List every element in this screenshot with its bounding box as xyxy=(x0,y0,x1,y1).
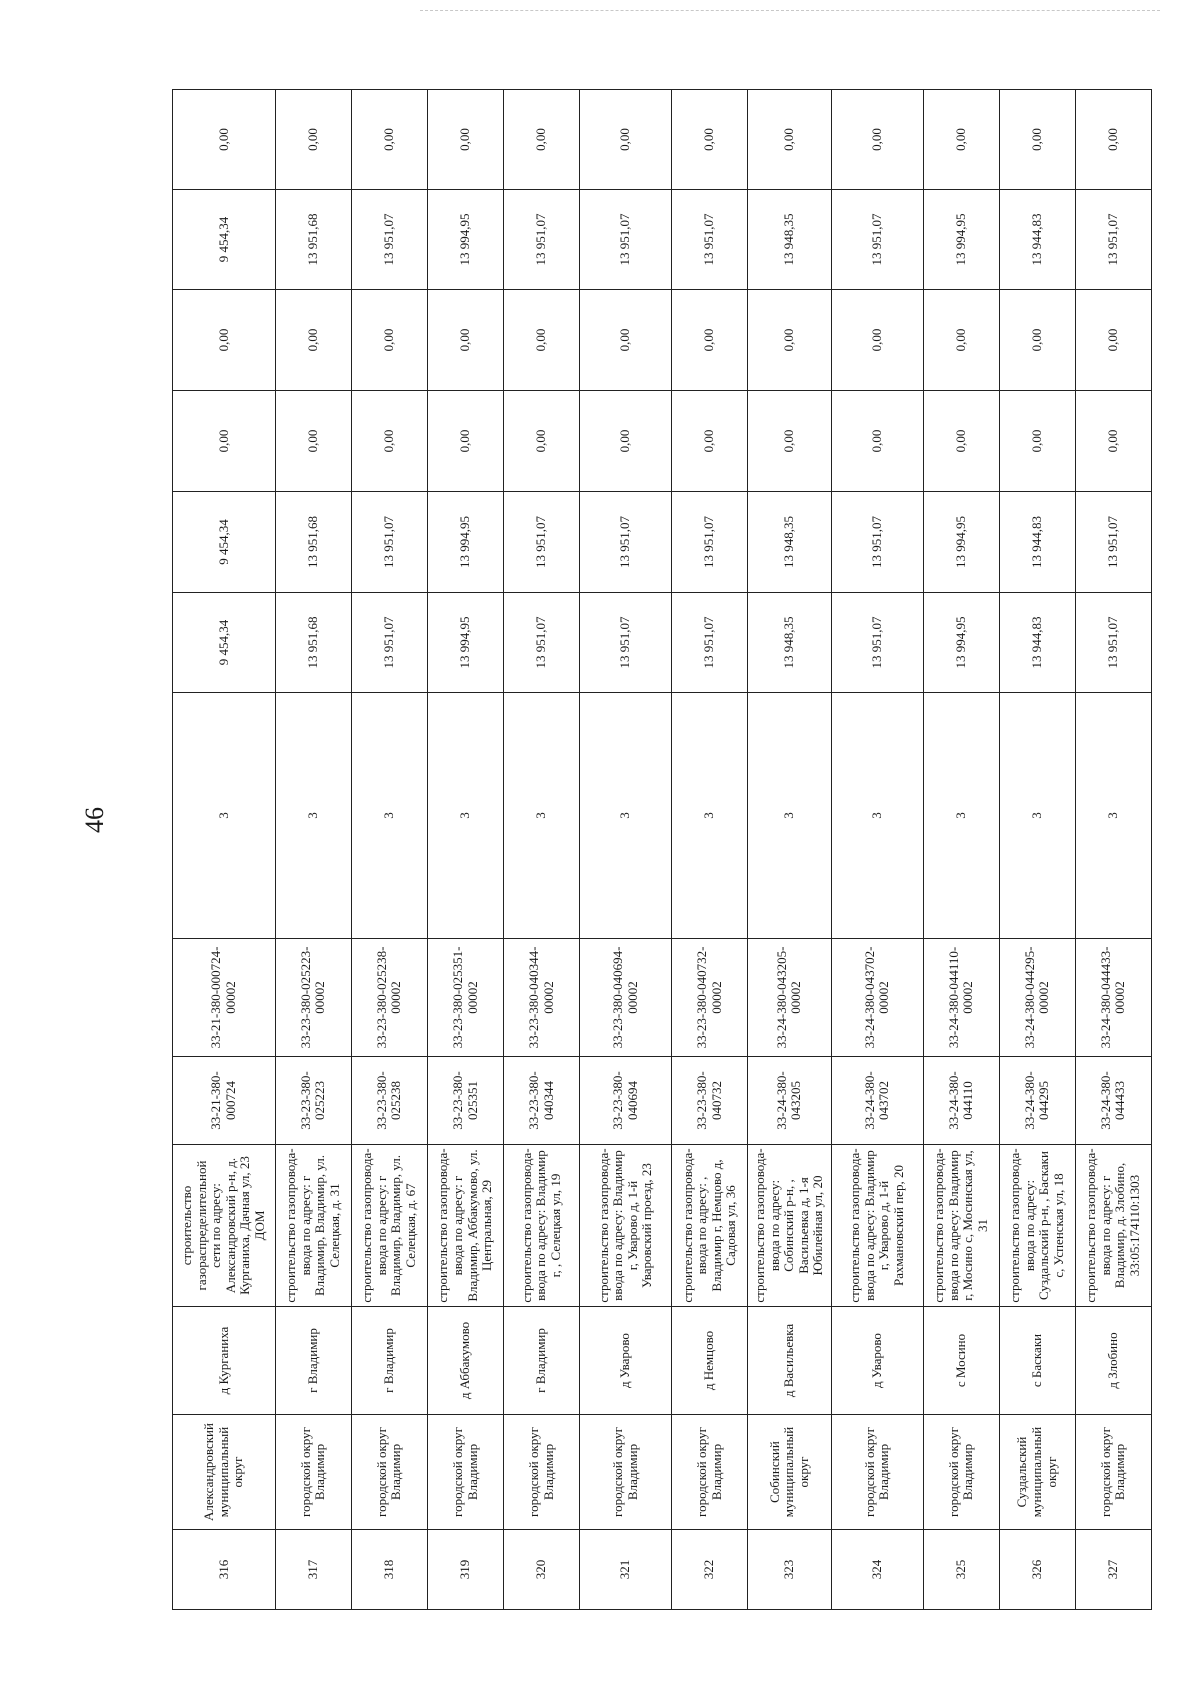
order-number-cell: 33-23-380-040344-00002 xyxy=(504,939,580,1057)
locality-cell: д Васильевка xyxy=(748,1307,831,1415)
contract-number-cell: 33-23-380-025238 xyxy=(351,1057,427,1145)
contract-number-cell: 33-24-380-043205 xyxy=(748,1057,831,1145)
district-cell: Александровский муниципальный округ xyxy=(173,1415,276,1530)
amount-col5-cell: 13 951,07 xyxy=(580,190,672,290)
amount-col6-cell: 0,00 xyxy=(923,90,999,190)
work-description-cell: строительство газопровода-ввода по адресу: г Владимир, Владимир, ул. Селецкая, д. 67 xyxy=(351,1145,427,1307)
work-description-cell: строительство газопровода-ввода по адресу: Суздальский р-н, , Баскаки с, Успенская ул, 18 xyxy=(999,1145,1075,1307)
district-cell: городской округ Владимир xyxy=(427,1415,503,1530)
table-row xyxy=(275,90,351,1610)
amount-planned-cell: 13 951,07 xyxy=(672,492,748,593)
amount-col3-cell: 0,00 xyxy=(999,391,1075,492)
contract-number-cell: 33-23-380-040694 xyxy=(580,1057,672,1145)
amount-col4-cell: 0,00 xyxy=(504,290,580,391)
contract-number-cell: 33-21-380-000724 xyxy=(173,1057,276,1145)
work-description-cell: строительство газопровода-ввода по адресу: Владимир г, Уварово д, 1-й Рахмановский пер, 20 xyxy=(831,1145,923,1307)
work-description-cell: строительство газораспределительной сети по адресу: Александровский р-н, д. Курганиха, Дачная ул, 23 ДОМ xyxy=(173,1145,276,1307)
order-number-cell: 33-21-380-000724-00002 xyxy=(173,939,276,1057)
amount-col5-cell: 13 994,95 xyxy=(427,190,503,290)
work-description-cell: строительство газопровода-ввода по адресу: г Владимир, Аббакумово, ул. Центральная, 29 xyxy=(427,1145,503,1307)
amount-col4-cell: 0,00 xyxy=(923,290,999,391)
contract-number-cell: 33-24-380-043702 xyxy=(831,1057,923,1145)
amount-col5-cell: 13 944,83 xyxy=(999,190,1075,290)
amount-planned-cell: 13 944,83 xyxy=(999,492,1075,593)
row-number-cell: 318 xyxy=(351,1530,427,1610)
category-cell: 3 xyxy=(275,693,351,939)
table-row xyxy=(351,90,427,1610)
amount-col4-cell: 0,00 xyxy=(672,290,748,391)
table-row xyxy=(748,90,831,1610)
contract-number-cell: 33-24-380-044295 xyxy=(999,1057,1075,1145)
order-number-cell: 33-23-380-025223-00002 xyxy=(275,939,351,1057)
table-row xyxy=(923,90,999,1610)
amount-col5-cell: 13 951,07 xyxy=(504,190,580,290)
table-row xyxy=(831,90,923,1610)
amount-total-cell: 13 948,35 xyxy=(748,593,831,693)
table-body xyxy=(173,90,1152,1610)
amount-col4-cell: 0,00 xyxy=(275,290,351,391)
amount-col4-cell: 0,00 xyxy=(427,290,503,391)
amount-total-cell: 13 994,95 xyxy=(427,593,503,693)
amount-col3-cell: 0,00 xyxy=(580,391,672,492)
contract-number-cell: 33-23-380-025223 xyxy=(275,1057,351,1145)
row-number-cell: 321 xyxy=(580,1530,672,1610)
amount-col5-cell: 13 951,07 xyxy=(672,190,748,290)
order-number-cell: 33-23-380-025351-00002 xyxy=(427,939,503,1057)
work-description-cell: строительство газопровода-ввода по адресу: Владимир г, Мосино с, Мосинская ул, 31 xyxy=(923,1145,999,1307)
locality-cell: с Баскаки xyxy=(999,1307,1075,1415)
registry-table xyxy=(172,89,1152,1610)
locality-cell: д Аббакумово xyxy=(427,1307,503,1415)
amount-total-cell: 13 951,07 xyxy=(504,593,580,693)
amount-total-cell: 13 951,07 xyxy=(580,593,672,693)
amount-col4-cell: 0,00 xyxy=(999,290,1075,391)
table-row xyxy=(1075,90,1151,1610)
amount-col6-cell: 0,00 xyxy=(427,90,503,190)
amount-col3-cell: 0,00 xyxy=(275,391,351,492)
amount-col4-cell: 0,00 xyxy=(1075,290,1151,391)
amount-planned-cell: 9 454,34 xyxy=(173,492,276,593)
amount-col6-cell: 0,00 xyxy=(831,90,923,190)
amount-total-cell: 13 951,68 xyxy=(275,593,351,693)
category-cell: 3 xyxy=(427,693,503,939)
amount-col5-cell: 13 951,07 xyxy=(831,190,923,290)
row-number-cell: 316 xyxy=(173,1530,276,1610)
district-cell: городской округ Владимир xyxy=(1075,1415,1151,1530)
locality-cell: г Владимир xyxy=(504,1307,580,1415)
row-number-cell: 324 xyxy=(831,1530,923,1610)
amount-total-cell: 13 951,07 xyxy=(351,593,427,693)
amount-col3-cell: 0,00 xyxy=(1075,391,1151,492)
amount-total-cell: 13 951,07 xyxy=(1075,593,1151,693)
amount-col4-cell: 0,00 xyxy=(748,290,831,391)
category-cell: 3 xyxy=(672,693,748,939)
row-number-cell: 322 xyxy=(672,1530,748,1610)
category-cell: 3 xyxy=(923,693,999,939)
work-description-cell: строительство газопровода-ввода по адресу: г Владимир, Владимир, ул. Селецкая, д. 31 xyxy=(275,1145,351,1307)
amount-col3-cell: 0,00 xyxy=(504,391,580,492)
row-number-cell: 317 xyxy=(275,1530,351,1610)
contract-number-cell: 33-23-380-025351 xyxy=(427,1057,503,1145)
amount-col3-cell: 0,00 xyxy=(351,391,427,492)
amount-col4-cell: 0,00 xyxy=(173,290,276,391)
amount-col3-cell: 0,00 xyxy=(173,391,276,492)
work-description-cell: строительство газопровода-ввода по адресу: Владимир г, , Селецкая ул, 19 xyxy=(504,1145,580,1307)
amount-planned-cell: 13 951,07 xyxy=(504,492,580,593)
order-number-cell: 33-23-380-025238-00002 xyxy=(351,939,427,1057)
amount-col3-cell: 0,00 xyxy=(831,391,923,492)
category-cell: 3 xyxy=(351,693,427,939)
amount-planned-cell: 13 951,07 xyxy=(831,492,923,593)
amount-col6-cell: 0,00 xyxy=(672,90,748,190)
district-cell: городской округ Владимир xyxy=(831,1415,923,1530)
category-cell: 3 xyxy=(999,693,1075,939)
row-number-cell: 325 xyxy=(923,1530,999,1610)
category-cell: 3 xyxy=(504,693,580,939)
amount-col6-cell: 0,00 xyxy=(504,90,580,190)
order-number-cell: 33-23-380-040694-00002 xyxy=(580,939,672,1057)
table-row xyxy=(999,90,1075,1610)
table-frame xyxy=(172,90,1152,1610)
district-cell: городской округ Владимир xyxy=(672,1415,748,1530)
amount-col5-cell: 13 994,95 xyxy=(923,190,999,290)
amount-total-cell: 13 951,07 xyxy=(672,593,748,693)
district-cell: городской округ Владимир xyxy=(580,1415,672,1530)
amount-col6-cell: 0,00 xyxy=(748,90,831,190)
district-cell: Собинский муниципальный округ xyxy=(748,1415,831,1530)
work-description-cell: строительство газопровода-ввода по адресу: Владимир г, Уварово д, 1-й Уваровский проезд, 23 xyxy=(580,1145,672,1307)
amount-col4-cell: 0,00 xyxy=(831,290,923,391)
amount-col5-cell: 13 951,68 xyxy=(275,190,351,290)
work-description-cell: строительство газопровода-ввода по адресу: , Владимир г, Немцово д, Садовая ул, 36 xyxy=(672,1145,748,1307)
row-number-cell: 323 xyxy=(748,1530,831,1610)
amount-col6-cell: 0,00 xyxy=(275,90,351,190)
district-cell: городской округ Владимир xyxy=(923,1415,999,1530)
locality-cell: д Уварово xyxy=(580,1307,672,1415)
amount-col6-cell: 0,00 xyxy=(1075,90,1151,190)
amount-total-cell: 9 454,34 xyxy=(173,593,276,693)
amount-col6-cell: 0,00 xyxy=(173,90,276,190)
amount-col3-cell: 0,00 xyxy=(748,391,831,492)
row-number-cell: 327 xyxy=(1075,1530,1151,1610)
category-cell: 3 xyxy=(748,693,831,939)
amount-total-cell: 13 944,83 xyxy=(999,593,1075,693)
order-number-cell: 33-23-380-040732-00002 xyxy=(672,939,748,1057)
order-number-cell: 33-24-380-043702-00002 xyxy=(831,939,923,1057)
category-cell: 3 xyxy=(580,693,672,939)
amount-planned-cell: 13 951,07 xyxy=(1075,492,1151,593)
amount-col5-cell: 13 951,07 xyxy=(1075,190,1151,290)
amount-col6-cell: 0,00 xyxy=(580,90,672,190)
amount-planned-cell: 13 948,35 xyxy=(748,492,831,593)
amount-col4-cell: 0,00 xyxy=(351,290,427,391)
contract-number-cell: 33-23-380-040732 xyxy=(672,1057,748,1145)
table-row xyxy=(580,90,672,1610)
row-number-cell: 319 xyxy=(427,1530,503,1610)
amount-total-cell: 13 994,95 xyxy=(923,593,999,693)
order-number-cell: 33-24-380-043205-00002 xyxy=(748,939,831,1057)
amount-planned-cell: 13 951,07 xyxy=(351,492,427,593)
row-number-cell: 320 xyxy=(504,1530,580,1610)
amount-col6-cell: 0,00 xyxy=(351,90,427,190)
order-number-cell: 33-24-380-044110-00002 xyxy=(923,939,999,1057)
locality-cell: д Уварово xyxy=(831,1307,923,1415)
locality-cell: с Мосино xyxy=(923,1307,999,1415)
amount-col6-cell: 0,00 xyxy=(999,90,1075,190)
amount-planned-cell: 13 994,95 xyxy=(923,492,999,593)
category-cell: 3 xyxy=(831,693,923,939)
scan-artifact-line xyxy=(420,10,1160,11)
district-cell: городской округ Владимир xyxy=(275,1415,351,1530)
contract-number-cell: 33-23-380-040344 xyxy=(504,1057,580,1145)
amount-planned-cell: 13 951,07 xyxy=(580,492,672,593)
locality-cell: г Владимир xyxy=(351,1307,427,1415)
page-number: 46 xyxy=(80,807,109,833)
order-number-cell: 33-24-380-044295-00002 xyxy=(999,939,1075,1057)
contract-number-cell: 33-24-380-044433 xyxy=(1075,1057,1151,1145)
locality-cell: д Немцово xyxy=(672,1307,748,1415)
table-row xyxy=(173,90,276,1610)
order-number-cell: 33-24-380-044433-00002 xyxy=(1075,939,1151,1057)
work-description-cell: строительство газопровода-ввода по адресу: Собинский р-н, , Васильевка д, 1-я Юбилейная ул, 20 xyxy=(748,1145,831,1307)
district-cell: городской округ Владимир xyxy=(504,1415,580,1530)
amount-total-cell: 13 951,07 xyxy=(831,593,923,693)
district-cell: Суздальский муниципальный округ xyxy=(999,1415,1075,1530)
category-cell: 3 xyxy=(173,693,276,939)
table-row xyxy=(504,90,580,1610)
amount-col5-cell: 13 948,35 xyxy=(748,190,831,290)
district-cell: городской округ Владимир xyxy=(351,1415,427,1530)
amount-col5-cell: 9 454,34 xyxy=(173,190,276,290)
locality-cell: д Злобино xyxy=(1075,1307,1151,1415)
amount-col3-cell: 0,00 xyxy=(427,391,503,492)
amount-col3-cell: 0,00 xyxy=(923,391,999,492)
amount-col3-cell: 0,00 xyxy=(672,391,748,492)
work-description-cell: строительство газопровода-ввода по адресу: г Владимир, д. Злобино, 33:05:174110:1303 xyxy=(1075,1145,1151,1307)
locality-cell: д Курганиха xyxy=(173,1307,276,1415)
row-number-cell: 326 xyxy=(999,1530,1075,1610)
amount-planned-cell: 13 951,68 xyxy=(275,492,351,593)
table-row xyxy=(672,90,748,1610)
table-row xyxy=(427,90,503,1610)
amount-planned-cell: 13 994,95 xyxy=(427,492,503,593)
amount-col5-cell: 13 951,07 xyxy=(351,190,427,290)
contract-number-cell: 33-24-380-044110 xyxy=(923,1057,999,1145)
locality-cell: г Владимир xyxy=(275,1307,351,1415)
amount-col4-cell: 0,00 xyxy=(580,290,672,391)
category-cell: 3 xyxy=(1075,693,1151,939)
